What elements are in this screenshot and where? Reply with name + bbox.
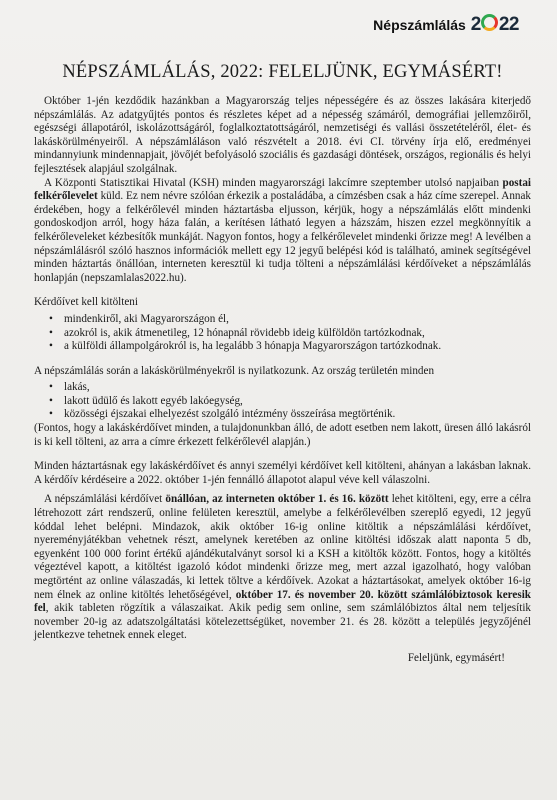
paragraph-letter-c: küld. Ez nem névre szólóan érkezik a postaládába, a címzésben csak a ház címe szerepel. Annak érdekében, hogy a felkérőlevél minden háztartásba eljusson, kérjük, hogy a népszámlálás előtt mindenki gondoskodjon arról, hogy háza falán, a kerítésen látható legyen a házszám, hiszen ezzel megkönnyítik a felkérőleveleket kézbesítők munkáját. Nagyon fontos, hogy a felkérőlevelet mindenki őrizze meg! A levélben a népszámlálásról szóló hasznos információk mellett egy 12 jegyű belépési kód is található, aminek segítségével minden háztartás önállóan, interneten keresztül ki tudja tölteni a népszámlálási kérdőíveket a népszámlálás honlapján (nepszamlalas2022.hu).	[34, 190, 531, 284]
logo-year-prefix: 2	[470, 14, 481, 35]
logo-ring-icon	[481, 14, 498, 31]
list-persons	[34, 313, 531, 354]
paragraph-online-c: lehet kitölteni, egy, erre a célra létrehozott zárt rendszerű, online felületen keresztül, amelybe a felkérőlevélben szereplő egyedi, 12 jegyű kóddal lehet belépni. Mindazok, akik október 16-ig online kitöltik a népszámlálási kérdőívet, nyereményjátékban vehetnek részt, amelynek keretében az online kitöltési időszak alatt naponta 5 db, egyenként 100 000 forint értékű ajándékutalványt sorsol ki a KSH a kitöltők között. Fontos, hogy a kitöltés végeztével kapott, a kitöltést igazoló kódot mindenki őrizze meg, mert azzal igazolható, hogy valóban megtörtént az online válaszadás, ki lettek töltve a kérdőívek. Azokat a háztartásokat, amelyek október 16-ig nem élnek az online kitöltés lehetőségével,	[34, 493, 531, 601]
list-persons-intro: Kérdőívet kell kitölteni	[34, 296, 138, 309]
document-body	[34, 95, 531, 666]
paragraph-intro: Október 1-jén kezdődik hazánkban a Magyarország teljes népességére és az összes lakására kiterjedő népszámlálás. Az adatgyűjtés pontos és részletes képet ad a népesség számáról, demográfiai jellemzőiről, egészségi állapotáról, iskolázottságáról, foglalkoztatottságáról, nemzetiségi és vallási összetételéről, élet- és lakáskörülményeiről. A népszámláláson való részvételt a 2018. évi CI. törvény írja elő, eredményei mindannyiunk mindennapjait, jövőjét befolyásoló szociális és gazdasági döntések, országos, regionális és helyi fejlesztések alapjául szolgálnak.	[34, 95, 531, 175]
dwellings-note: (Fontos, hogy a lakáskérdőívet minden, a tulajdonunkban álló, de adott esetben nem lakott, üresen álló lakásról is ki kell tölteni, az arra a címre érkezett felkérőlevél alapján.)	[34, 422, 531, 448]
list-item: • közösségi éjszakai elhelyezést szolgáló intézmény összeírása megtörténik.	[64, 408, 531, 422]
page-title: NÉPSZÁMLÁLÁS, 2022: FELELJÜNK, EGYMÁSÉRT!	[62, 62, 503, 82]
paragraph-online-bold-1: önállóan, az interneten október 1. és 16. között	[165, 493, 389, 506]
list-item: • azokról is, akik átmenetileg, 12 hónapnál rövidebb ideig külföldön tartózkodnak,	[64, 327, 531, 341]
list-dwellings	[34, 381, 531, 422]
paragraph-online-bold-2: október 17. és november 20. között számlálóbiztosok keresik fel	[34, 588, 531, 615]
paragraph-letter-a: A Központi Statisztikai Hivatal (KSH) minden magyarországi lakcímre szeptember utolsó napjaiban	[44, 176, 503, 189]
paragraph-households: Minden háztartásnak egy lakáskérdőívet és annyi személyi kérdőívet kell kitölteni, ahányan a lakásban laknak. A kérdőív kérdéseire a 2022. október 1-jén fennálló állapotot alapul véve kell válaszolni.	[34, 460, 531, 486]
paragraph-letter	[34, 177, 531, 286]
list-item: • lakás,	[64, 381, 531, 395]
list-item: • a külföldi állampolgárokról is, ha legalább 3 hónapja Magyarországon tartózkodnak.	[64, 340, 531, 354]
logo-wordmark: Népszámlálás	[373, 17, 466, 33]
list-item: • lakott üdülő és lakott egyéb lakóegység,	[64, 395, 531, 409]
list-dwellings-intro: A népszámlálás során a lakáskörülményekről is nyilatkozunk. Az ország területén minden	[34, 364, 435, 377]
paragraph-online-e: , akik tableten rögzítik a válaszaikat. Akik pedig sem online, sem számlálóbiztos által nem teljesítik november 20-ig az adatszolgáltatási kötelezettségüket, november 21. és 28. között a település jegyzőjénél jelentkezve tehetnek ennek eleget.	[34, 602, 531, 642]
census-logo	[373, 14, 519, 36]
logo-year	[471, 14, 519, 36]
paragraph-online-a: A népszámlálási kérdőívet	[44, 493, 166, 506]
paragraph-online	[34, 493, 531, 643]
list-item: • mindenkiről, aki Magyarországon él,	[64, 313, 531, 327]
logo-year-suffix: 22	[498, 14, 519, 35]
closing-signature: Feleljünk, egymásért!	[407, 651, 505, 664]
paragraph-letter-bold: postai felkérőlevelet	[34, 176, 531, 203]
